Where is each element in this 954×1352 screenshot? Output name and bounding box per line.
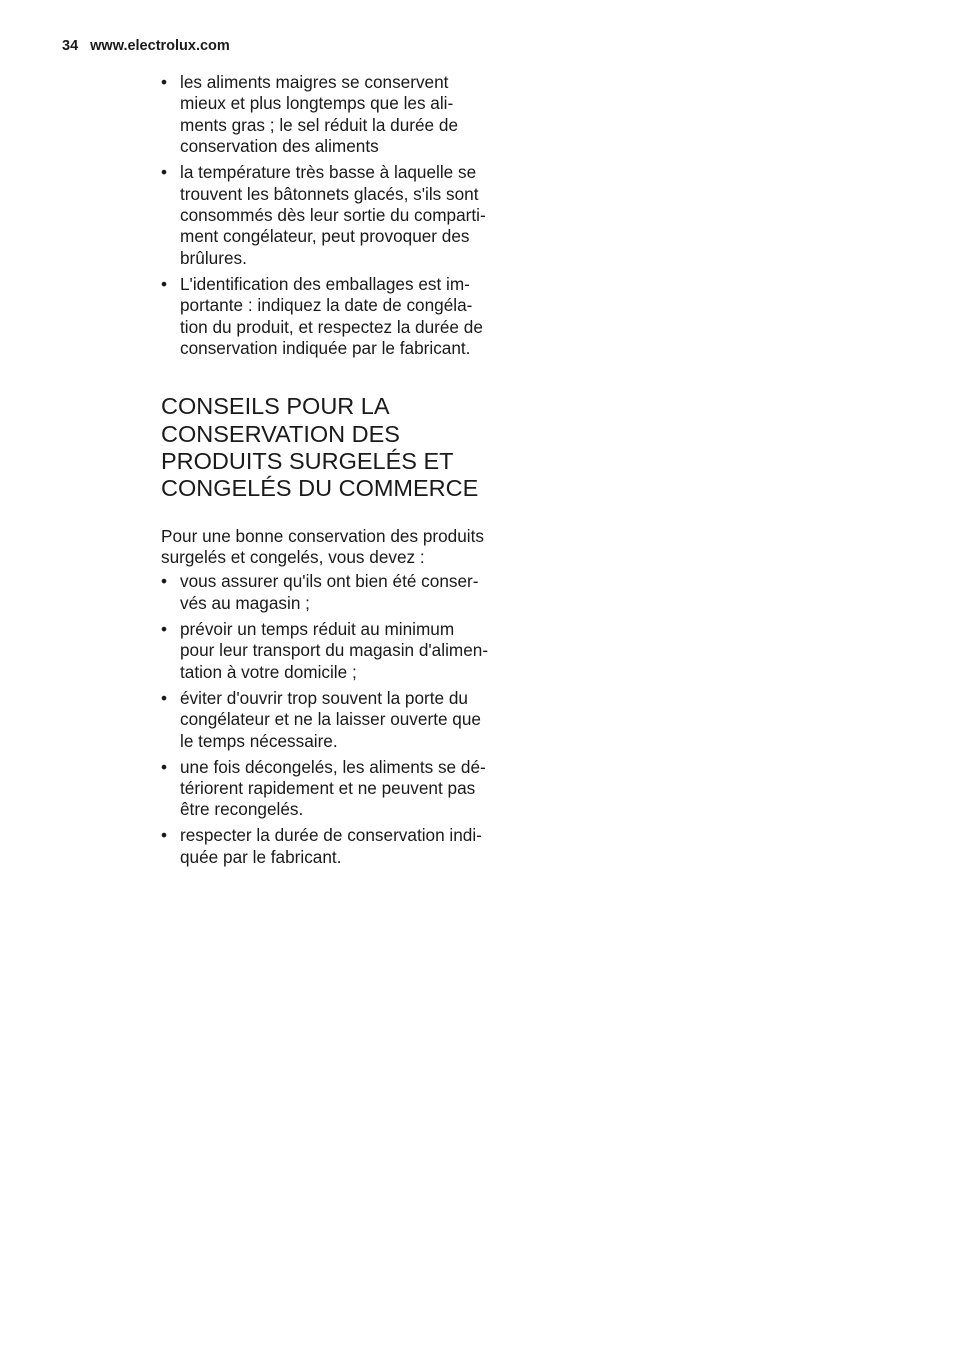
list-item-line: ments gras ; le sel réduit la durée de: [180, 114, 459, 135]
list-item-line: • vous assurer qu'ils ont bien été conser-: [180, 571, 479, 592]
list-item-line: consommés dès leur sortie du comparti-: [180, 205, 486, 226]
intro-line: surgelés et congelés, vous devez :: [161, 547, 425, 568]
list-item-line: • respecter la durée de conservation indi-: [180, 825, 482, 846]
list-item: [161, 757, 513, 821]
list-item: [161, 274, 513, 360]
section-title: [161, 393, 513, 502]
list-item-line: le temps nécessaire.: [180, 730, 338, 751]
section-title-line: CONSEILS POUR LA: [161, 393, 390, 420]
page-header: [62, 38, 230, 54]
list-item-line: • une fois décongelés, les aliments se dé-: [180, 756, 486, 777]
website-url: www.electrolux.com: [90, 38, 230, 54]
frozen-products-list: [161, 571, 513, 868]
list-item-line: quée par le fabricant.: [180, 846, 342, 867]
section-title-line: CONSERVATION DES: [161, 420, 400, 447]
list-item-line: portante : indiquez la date de congéla-: [180, 295, 473, 316]
list-item: [161, 72, 513, 158]
list-item-line: conservation indiquée par le fabricant.: [180, 338, 471, 359]
list-item-line: congélateur et ne la laisser ouverte que: [180, 709, 481, 730]
list-item-line: pour leur transport du magasin d'alimen-: [180, 640, 489, 661]
list-item-line: vés au magasin ;: [180, 592, 310, 613]
list-item-line: conservation des aliments: [180, 136, 379, 157]
list-item-line: tériorent rapidement et ne peuvent pas: [180, 777, 476, 798]
list-item: [161, 688, 513, 752]
main-content: [161, 72, 513, 873]
list-item: [161, 162, 513, 269]
list-item: [161, 825, 513, 868]
list-item-line: • éviter d'ouvrir trop souvent la porte du: [180, 687, 468, 708]
page-number: 34: [62, 38, 79, 54]
section-intro: [161, 526, 513, 569]
list-item-line: mieux et plus longtemps que les ali-: [180, 93, 454, 114]
list-item-line: ment congélateur, peut provoquer des: [180, 226, 470, 247]
list-item-line: • les aliments maigres se conservent: [180, 72, 449, 92]
list-item-line: • la température très basse à laquelle se: [180, 162, 477, 183]
list-item-line: • L'identification des emballages est im-: [180, 273, 470, 294]
list-item-line: tion du produit, et respectez la durée de: [180, 316, 483, 337]
section-title-line: CONGELÉS DU COMMERCE: [161, 475, 479, 502]
list-item: [161, 571, 513, 614]
list-item-line: trouvent les bâtonnets glacés, s'ils sont: [180, 183, 479, 204]
intro-line: Pour une bonne conservation des produits: [161, 525, 484, 546]
list-item-line: être recongelés.: [180, 799, 304, 820]
list-item: [161, 619, 513, 683]
list-item-line: • prévoir un temps réduit au minimum: [180, 618, 455, 639]
list-item-line: brûlures.: [180, 247, 247, 268]
section-title-line: PRODUITS SURGELÉS ET: [161, 448, 454, 475]
storage-tips-list: [161, 72, 513, 359]
list-item-line: tation à votre domicile ;: [180, 661, 357, 682]
